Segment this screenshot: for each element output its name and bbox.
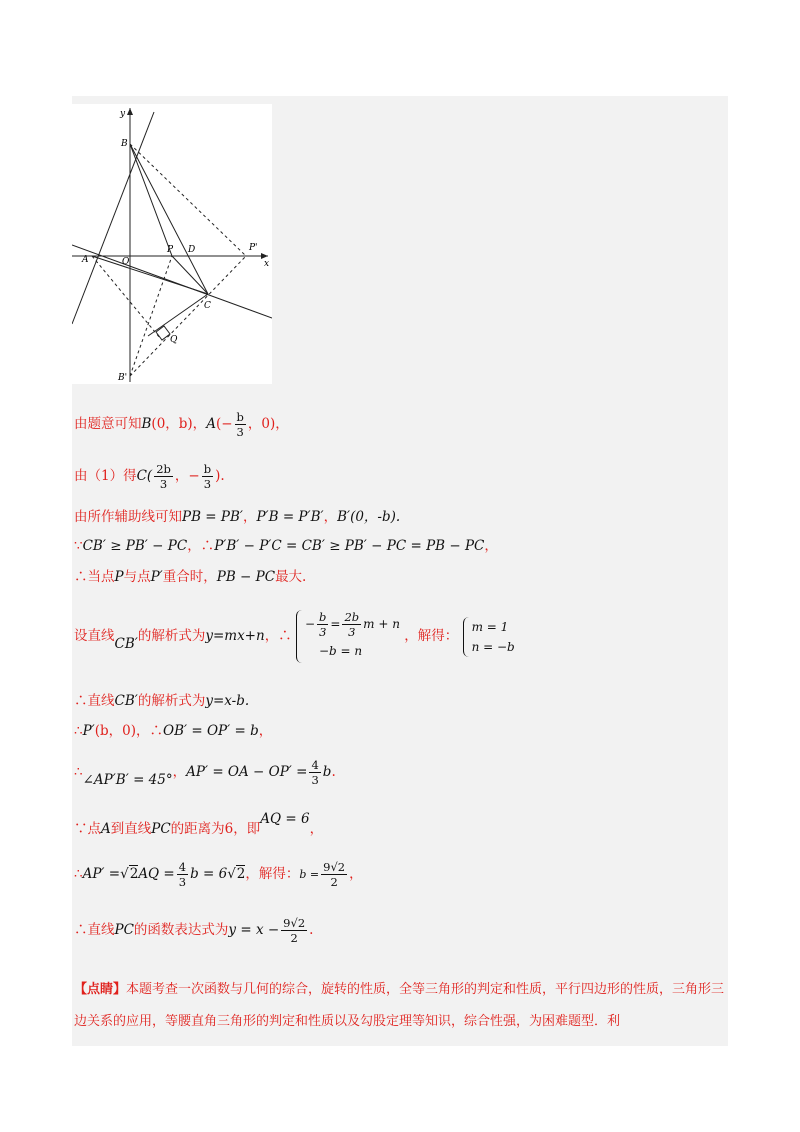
text: ， xyxy=(349,866,363,882)
angle: ∠AP′B′ = 45° xyxy=(82,772,173,788)
text: ∵点 xyxy=(74,821,101,837)
point-bprime: B′(0，-b). xyxy=(337,509,401,525)
segment-bp xyxy=(130,144,172,256)
label-b: B xyxy=(121,139,128,149)
denominator: 3 xyxy=(203,477,212,491)
line-ab xyxy=(72,112,154,324)
text: 到直线 xyxy=(110,821,152,837)
equation-system xyxy=(296,610,400,663)
numerator: 4 xyxy=(311,758,319,772)
text: (b，0)，∴ xyxy=(94,723,164,739)
text: 与点 xyxy=(123,569,151,585)
denominator: 2 xyxy=(290,931,298,945)
denominator: 2 xyxy=(330,875,338,889)
solution-line-4 xyxy=(74,537,498,555)
denominator: 3 xyxy=(319,625,327,639)
equation: P′B = P′B′ xyxy=(256,509,324,525)
fraction xyxy=(309,758,320,787)
line-pc: PC xyxy=(114,922,134,938)
numerator: 9√2 xyxy=(283,916,306,930)
sqrt: √2 xyxy=(227,866,246,882)
solution-line-12 xyxy=(74,916,313,945)
text: − xyxy=(304,617,316,631)
denominator: 3 xyxy=(236,425,244,439)
solution-system xyxy=(463,617,515,657)
geometry-figure xyxy=(72,104,272,384)
note-tag: 【点睛】 xyxy=(74,982,127,997)
fraction xyxy=(235,410,246,439)
fraction xyxy=(281,916,307,945)
label-a: A xyxy=(82,255,89,265)
text: 设直线 xyxy=(74,628,115,644)
text: . xyxy=(309,922,314,938)
text: 重合时， xyxy=(162,569,217,585)
label-c: C xyxy=(204,301,211,311)
label-d: D xyxy=(188,245,196,255)
solution-line-7 xyxy=(74,692,249,710)
solution-line-9 xyxy=(74,758,336,789)
dashed-b-pprime xyxy=(130,144,246,256)
y-axis-arrow xyxy=(127,108,133,115)
text: ∵ xyxy=(74,538,83,554)
text: ， xyxy=(309,821,324,837)
text: ，∴ xyxy=(187,538,215,554)
equation: b = 6 xyxy=(190,866,228,882)
equation: AP′ = OA − OP′ = xyxy=(186,764,308,780)
text: 由（1）得 xyxy=(74,468,137,484)
solution-line-1 xyxy=(74,410,289,439)
label-q: Q xyxy=(170,335,178,345)
text: ，解得： xyxy=(245,866,300,882)
text: = xyxy=(330,617,341,631)
solution-line-8 xyxy=(74,722,272,740)
text: ， xyxy=(172,764,187,780)
solution-line-3: 由所作辅助线可知PB = PB′，P′B = P′B′，B′(0，-b). xyxy=(74,509,401,525)
point-a: A xyxy=(101,821,111,837)
text: m + n xyxy=(363,617,400,631)
solution-line-6 xyxy=(74,610,515,663)
inequality: P′B′ − P′C = CB′ ≥ PB′ − PC = PB − PC xyxy=(214,538,485,554)
equation: AQ = xyxy=(138,866,175,882)
text: 由题意可知 xyxy=(74,416,142,432)
point-pprime: P′ xyxy=(150,569,163,585)
solution-line-5 xyxy=(74,568,306,586)
text: 的解析式为 xyxy=(137,628,206,644)
equation: OB′ = OP′ = b xyxy=(163,723,259,739)
variable-b: b = xyxy=(299,868,320,881)
equation: y = x − xyxy=(228,922,280,938)
text: ， xyxy=(484,538,498,554)
text: 的函数表达式为 xyxy=(133,922,229,938)
numerator: 2b xyxy=(156,462,171,476)
solution-line-10 xyxy=(74,810,323,838)
fraction xyxy=(342,610,361,639)
segment-bc xyxy=(130,144,208,294)
fraction xyxy=(202,462,213,491)
label-p: P xyxy=(167,245,174,255)
text: ∴当点 xyxy=(74,569,115,585)
text: ∴ xyxy=(74,866,83,882)
fraction xyxy=(317,610,328,639)
text: ∴ xyxy=(74,723,83,739)
label-x: x xyxy=(264,259,270,269)
equation: y=mx+n xyxy=(205,628,265,644)
expression: PB − PC xyxy=(216,569,276,585)
fraction xyxy=(177,860,188,889)
geometry-diagram xyxy=(72,104,272,384)
point-c: C( xyxy=(136,468,153,484)
text: 最大. xyxy=(275,569,307,585)
text: 的距离为6，即 xyxy=(170,821,261,837)
note-text: 本题考查一次函数与几何的综合，旋转的性质，全等三角形的判定和性质，平行四边形的性质，三角形三边关系的应用，等腰直角三角形的判定和性质以及勾股定理等知识，综合性强，为困难题型．利 xyxy=(74,982,725,1029)
line-cbprime: CB′ xyxy=(114,636,138,652)
numerator: 9√2 xyxy=(323,860,346,874)
text: ∴直线 xyxy=(74,922,115,938)
variable-b: b xyxy=(322,764,332,780)
equation: AP′ = xyxy=(82,866,121,882)
text: ，0)， xyxy=(247,416,289,432)
text: ∴直线 xyxy=(74,693,115,709)
system-row-2: −b = n xyxy=(318,644,363,658)
numerator: 4 xyxy=(178,860,187,874)
text: ∴ xyxy=(74,764,83,780)
text: . xyxy=(331,764,336,780)
text: ，解得： xyxy=(404,628,459,644)
line-pc: PC xyxy=(151,821,171,837)
fraction xyxy=(321,860,347,889)
label-pprime: P' xyxy=(249,243,258,253)
solution-line-2 xyxy=(74,462,225,491)
right-angle-marker xyxy=(156,326,170,340)
label-y: y xyxy=(120,109,126,119)
numerator: b xyxy=(236,410,244,424)
denominator: 3 xyxy=(178,875,187,889)
point-a: A xyxy=(206,416,216,432)
numerator: b xyxy=(319,610,327,624)
radicand: 2 xyxy=(129,866,139,882)
text: 由所作辅助线可知 xyxy=(74,509,182,525)
system-row-1 xyxy=(305,610,400,639)
equation: PB = PB′ xyxy=(182,509,243,525)
radicand: 2 xyxy=(236,866,246,882)
line-cbprime: CB′ xyxy=(114,693,138,709)
inequality: CB′ ≥ PB′ − PC xyxy=(82,538,188,554)
key-points-note xyxy=(74,974,726,1038)
numerator: 2b xyxy=(344,610,360,624)
denominator: 3 xyxy=(348,625,356,639)
equation: AQ = 6 xyxy=(260,811,310,827)
text: ，− xyxy=(174,468,200,484)
solution-line-11 xyxy=(74,860,363,889)
denominator: 3 xyxy=(159,477,168,491)
equation: y=x-b. xyxy=(205,693,250,709)
point-b: B xyxy=(141,416,152,432)
dashed-a-q xyxy=(92,256,160,338)
denominator: 3 xyxy=(311,773,319,787)
numerator: b xyxy=(203,462,212,476)
sqrt: √2 xyxy=(120,866,139,882)
result-row-1: m = 1 xyxy=(471,619,509,634)
text: ，∴ xyxy=(264,628,292,644)
text: ， xyxy=(258,723,273,739)
text: ). xyxy=(215,468,225,484)
result-row-2: n = −b xyxy=(471,639,515,654)
text: (− xyxy=(215,416,233,432)
point-pprime: P′ xyxy=(82,723,95,739)
fraction xyxy=(154,462,173,491)
point-p: P xyxy=(114,569,124,585)
text: (0，b)， xyxy=(151,416,207,432)
text: 的解析式为 xyxy=(137,693,206,709)
label-o: O xyxy=(122,257,130,267)
label-bprime: B' xyxy=(118,373,128,383)
